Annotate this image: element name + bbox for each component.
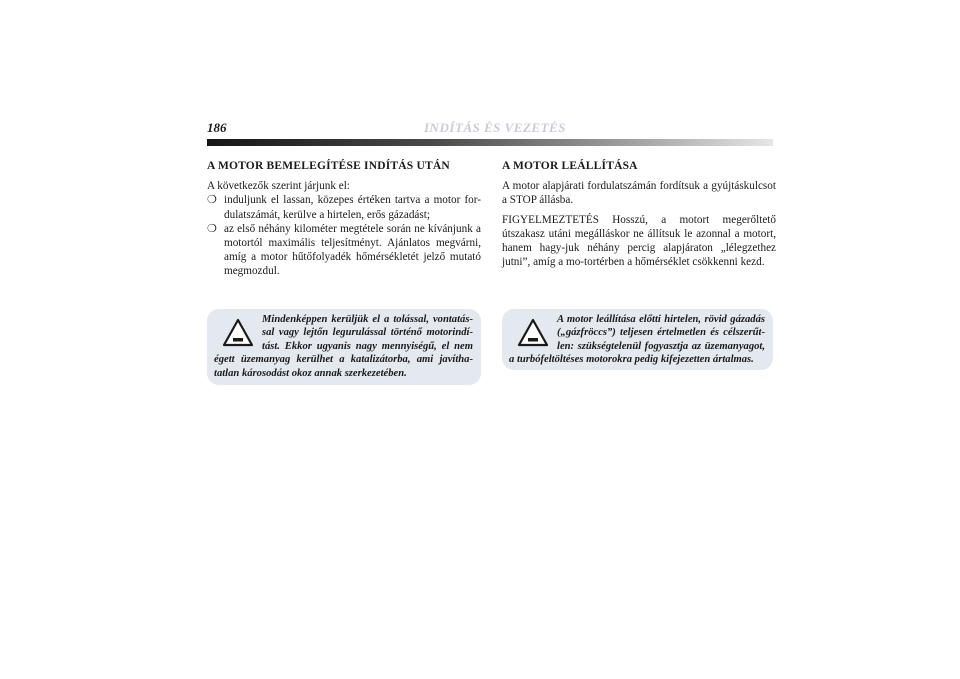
- right-column: [502, 159, 776, 274]
- warning-triangle-icon: [222, 318, 254, 348]
- stop-paragraph: A motor alapjárati fordulatszámán fordítsuk a gyújtáskulcsot a STOP állásba.: [502, 180, 776, 207]
- list-item: [207, 193, 481, 221]
- left-column: [207, 159, 481, 279]
- header-rule: [207, 139, 773, 146]
- warning-text: A motor leállítása előtti hirtelen, rövid gázadás („gázfröccs”) teljesen értelmetlen és célszerűt-len: szükségtelenül fogyasztja az üzemanyagot, a turbófeltöltéses motorokra pedig kifejezetten ártalmas.: [509, 314, 765, 366]
- bullet-circle-icon: ❍: [207, 194, 217, 207]
- list-item: [207, 222, 481, 279]
- list-item-text: induljunk el lassan, közepes értéken tartva a motor for-dulatszámát, kerülve a hirtelen, erős gázadást;: [224, 194, 481, 221]
- bullet-circle-icon: ❍: [207, 222, 217, 235]
- warning-box-stop: [502, 309, 773, 370]
- list-item-text: az első néhány kilométer megtétele során ne kívánjunk a motortól maximális teljesítményt. Ajánlatos megvárni, amíg a motor hűtőfolyadék hőmérsékletét jelző mutató megmozdul.: [224, 222, 481, 278]
- warmup-intro: A következők szerint járjunk el:: [207, 180, 350, 193]
- chapter-title: INDÍTÁS ÉS VEZETÉS: [424, 120, 566, 135]
- warning-box-warmup: [207, 309, 481, 385]
- section-title-warmup: A MOTOR BEMELEGÍTÉSE INDÍTÁS UTÁN: [207, 160, 450, 172]
- warning-triangle-icon: [517, 318, 549, 348]
- warning-paragraph: FIGYELMEZTETÉS Hosszú, a motort megerőltető útszakasz utáni megálláskor ne állítsuk le azonnal a motort, hanem hagy-juk néhány percig alapjáraton „lélegzethez jutni”, amíg a mo-tortérben a hőmérséklet csökkenni kezd.: [502, 213, 776, 269]
- section-title-stop: A MOTOR LEÁLLÍTÁSA: [502, 160, 638, 172]
- warning-text: Mindenképpen kerüljük el a tolással, vontatás-sal vagy lejtőn legurulással történő motorindí-tást. Ekkor ugyanis nagy mennyiségű, el nem égett üzemanyag kerülhet a katalizátorba, ami javítha-tatlan károsodást okoz annak szerkezetében.: [214, 314, 473, 379]
- page-number: 186: [207, 120, 227, 135]
